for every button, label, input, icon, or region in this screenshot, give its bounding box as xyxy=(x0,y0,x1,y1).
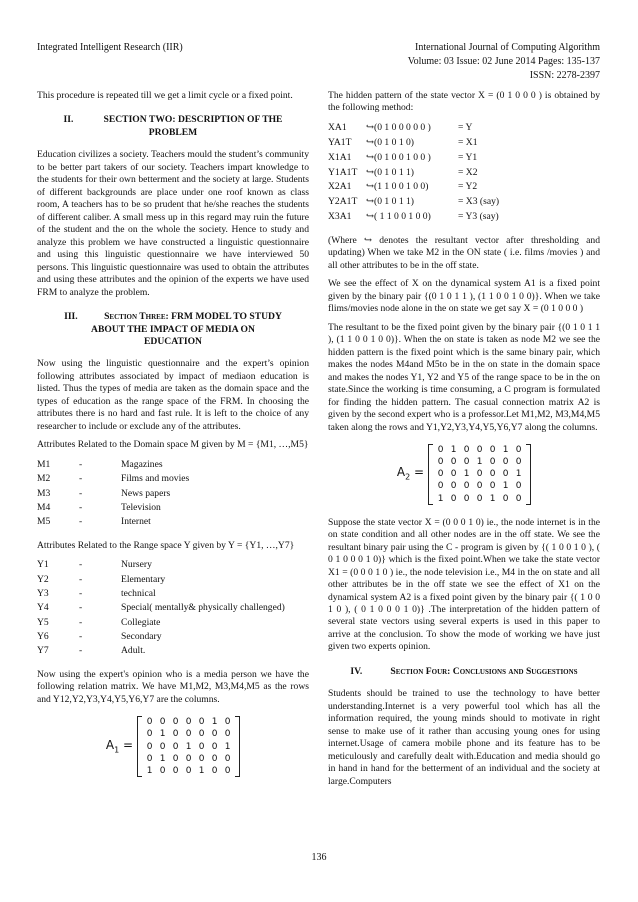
equation-lhs: Y1A1T xyxy=(328,166,358,178)
matrix-row xyxy=(143,741,234,753)
domain-key: M4 xyxy=(37,501,51,513)
matrix-cell: 1 xyxy=(450,444,457,455)
left-column xyxy=(37,90,309,789)
matrix-cell: 0 xyxy=(185,753,192,764)
equation-lhs: X1A1 xyxy=(328,151,352,163)
section-two-title-b: PROBLEM xyxy=(148,126,198,138)
matrix-cell: 0 xyxy=(185,729,192,740)
range-value: technical xyxy=(121,587,156,599)
equation-row xyxy=(328,151,600,166)
domain-value: Magazines xyxy=(121,458,163,470)
right-column xyxy=(328,90,600,794)
journal-volume: Volume: 03 Issue: 02 June 2014 Pages: 135-137 xyxy=(407,56,600,67)
domain-intro: Attributes Related to the Domain space M given by M = {M1, …,M5} xyxy=(37,439,309,451)
section-two-paragraph: Education civilizes a society. Teachers mould the student’s community to be better part takers of our society. Teachers impart knowledge to the students for their own betterment and the society at large. Students of different backgrounds are place under one roof known as class room, A teachers has to be so prudent that he/she reaches the students of different caliber. A small mess up in this regard may ruin the future of the student and the on the whole the society. Hence to study and analyze this problem we have constructed a linguistic questionnaire and using this linguistic questionnaire we have interviewed 50 persons. This linguistic questionnaire was used to obtain the attributes and using these attributes and the opinion of the experts we have used FRM to analyze the problem. xyxy=(37,149,309,298)
matrix-cell: 0 xyxy=(211,765,218,776)
matrix-cell: 0 xyxy=(146,741,153,752)
range-value: Nursery xyxy=(121,559,152,571)
matrix1-intro: Now using the expert's opinion who is a media person we have the following relation matrix. We have M1,M2, M3,M4,M5 as the rows and Y12,Y2,Y3,Y4,Y5,Y6,Y7 are the columns. xyxy=(37,668,309,705)
range-list xyxy=(37,558,309,659)
matrix-cell: 0 xyxy=(198,753,205,764)
equation-result: = Y2 xyxy=(458,181,478,193)
section-three-number: III. xyxy=(64,311,78,323)
domain-row xyxy=(37,472,309,486)
matrix-row xyxy=(434,468,525,480)
matrix-row xyxy=(434,456,525,468)
matrix-cell: 0 xyxy=(146,753,153,764)
matrix-cell: 0 xyxy=(463,493,470,504)
domain-list xyxy=(37,458,309,530)
section-two-number: II. xyxy=(63,114,74,126)
range-value: Special( mentally& physically challenged) xyxy=(121,602,285,614)
matrix-a1-label: $A_1$ = xyxy=(105,737,134,755)
journal-issn: ISSN: 2278-2397 xyxy=(529,70,600,81)
domain-dash: - xyxy=(79,487,83,499)
matrix-row xyxy=(434,480,525,492)
equation-result: = X1 xyxy=(458,136,478,148)
domain-dash: - xyxy=(79,458,83,470)
matrix-row xyxy=(143,728,234,740)
equation-vector: ↪(0 1 0 1 0) xyxy=(366,136,415,148)
matrix-cell: 0 xyxy=(450,469,457,480)
range-row xyxy=(37,630,309,644)
matrix-cell: 1 xyxy=(437,493,444,504)
range-key: Y5 xyxy=(37,616,49,628)
equation-vector: ↪(1 1 0 0 1 0 0) xyxy=(366,181,429,193)
matrix-cell: 0 xyxy=(159,765,166,776)
range-dash: - xyxy=(79,587,83,599)
matrix-cell: 0 xyxy=(172,717,179,728)
domain-dash: - xyxy=(79,516,83,528)
equation-row xyxy=(328,136,600,151)
range-row xyxy=(37,644,309,658)
domain-value: Internet xyxy=(121,516,151,528)
equation-list xyxy=(328,121,600,225)
equation-lhs: YA1T xyxy=(328,136,352,148)
section-three-title-c: EDUCATION xyxy=(144,335,202,347)
equation-result: = Y xyxy=(458,121,473,133)
matrix-cell: 0 xyxy=(146,717,153,728)
range-dash: - xyxy=(79,573,83,585)
matrix-cell: 1 xyxy=(476,457,483,468)
equation-vector: ↪(0 1 0 0 1 0 0 ) xyxy=(366,151,431,163)
matrix-cell: 0 xyxy=(476,481,483,492)
equation-result: = X2 xyxy=(458,166,478,178)
matrix-cell: 0 xyxy=(489,481,496,492)
matrix-cell: 1 xyxy=(211,717,218,728)
range-key: Y7 xyxy=(37,645,49,657)
domain-value: Television xyxy=(121,501,161,513)
effect-paragraph: We see the effect of X on the dynamical system A1 is a fixed point given by the binary pair {(0 1 0 1 1 ), (1 1 0 0 1 0 0)}. When we take flims/movies node alone in the on state we get say X = (0 1 0 0 0 ) xyxy=(328,278,600,315)
range-value: Collegiate xyxy=(121,616,161,628)
matrix-cell: 0 xyxy=(437,469,444,480)
domain-key: M3 xyxy=(37,487,51,499)
matrix-cell: 0 xyxy=(502,457,509,468)
matrix-cell: 1 xyxy=(146,765,153,776)
domain-key: M1 xyxy=(37,458,51,470)
header-left: Integrated Intelligent Research (IIR) xyxy=(37,42,183,53)
range-key: Y6 xyxy=(37,631,49,643)
equation-row xyxy=(328,121,600,136)
where-paragraph: (Where ↪ denotes the resultant vector after thresholding and updating) When we take M2 in the ON state ( i.e. films /movies ) and all other attributes to be in the off state. xyxy=(328,234,600,271)
matrix-cell: 0 xyxy=(502,493,509,504)
matrix-cell: 1 xyxy=(159,753,166,764)
range-value: Adult. xyxy=(121,645,146,657)
domain-dash: - xyxy=(79,473,83,485)
matrix-cell: 0 xyxy=(463,457,470,468)
matrix-cell: 0 xyxy=(146,729,153,740)
matrix-cell: 0 xyxy=(437,457,444,468)
range-key: Y4 xyxy=(37,602,49,614)
matrix-cell: 0 xyxy=(450,481,457,492)
intro-paragraph: This procedure is repeated till we get a limit cycle or a fixed point. xyxy=(37,90,293,101)
equation-vector: ↪( 1 1 0 0 1 0 0) xyxy=(366,211,431,223)
matrix-cell: 0 xyxy=(476,493,483,504)
section-three-title-a: Section Three: FRM MODEL TO STUDY xyxy=(104,311,282,323)
matrix-cell: 0 xyxy=(450,493,457,504)
matrix-cell: 1 xyxy=(224,741,231,752)
domain-value: Films and movies xyxy=(121,473,190,485)
matrix-cell: 0 xyxy=(172,729,179,740)
matrix-a2 xyxy=(328,444,600,505)
matrix-cell: 0 xyxy=(211,729,218,740)
range-intro: Attributes Related to the Range space Y given by Y = {Y1, …,Y7} xyxy=(37,539,295,551)
matrix-row xyxy=(143,765,234,777)
matrix-row xyxy=(143,716,234,728)
range-row xyxy=(37,616,309,630)
section-two-heading xyxy=(37,114,309,139)
domain-row xyxy=(37,515,309,529)
matrix-cell: 0 xyxy=(224,753,231,764)
equation-row xyxy=(328,210,600,225)
range-dash: - xyxy=(79,645,83,657)
matrix-cell: 1 xyxy=(185,741,192,752)
range-dash: - xyxy=(79,616,83,628)
equation-vector: ↪(0 1 0 0 0 0 0 ) xyxy=(366,121,431,133)
matrix-row xyxy=(434,493,525,505)
matrix-cell: 0 xyxy=(159,741,166,752)
range-row xyxy=(37,573,309,587)
matrix-row xyxy=(434,444,525,456)
matrix-cell: 0 xyxy=(476,469,483,480)
matrix-cell: 0 xyxy=(489,457,496,468)
equation-result: = X3 (say) xyxy=(458,196,500,208)
matrix-cell: 1 xyxy=(502,481,509,492)
matrix-cell: 0 xyxy=(515,444,522,455)
equation-vector: ↪(0 1 0 1 1) xyxy=(366,196,415,208)
matrix-cell: 0 xyxy=(450,457,457,468)
domain-value: News papers xyxy=(121,487,171,499)
range-dash: - xyxy=(79,559,83,571)
matrix-cell: 0 xyxy=(198,717,205,728)
section-three-title-b: ABOUT THE IMPACT OF MEDIA ON xyxy=(91,323,255,335)
matrix-cell: 0 xyxy=(224,729,231,740)
matrix-cell: 0 xyxy=(515,493,522,504)
equation-lhs: X3A1 xyxy=(328,211,352,223)
range-dash: - xyxy=(79,602,83,614)
matrix-cell: 0 xyxy=(198,729,205,740)
domain-dash: - xyxy=(79,501,83,513)
journal-name: International Journal of Computing Algorithm xyxy=(415,42,600,53)
matrix-a1 xyxy=(37,716,309,777)
equation-row xyxy=(328,180,600,195)
equation-result: = Y3 (say) xyxy=(458,211,499,223)
matrix-cell: 0 xyxy=(515,457,522,468)
matrix-cell: 0 xyxy=(476,444,483,455)
matrix-cell: 0 xyxy=(489,444,496,455)
range-key: Y3 xyxy=(37,587,49,599)
domain-key: M5 xyxy=(37,516,51,528)
matrix-cell: 0 xyxy=(185,765,192,776)
matrix-cell: 0 xyxy=(172,765,179,776)
equation-lhs: Y2A1T xyxy=(328,196,358,208)
result-paragraph: The resultant to be the fixed point given by the binary pair {(0 1 0 1 1 ), (1 1 0 0 1 0 0)}. When the on state is taken as node M2 we see the hidden pattern is the fixed point which is the same binary pair, which makes the nodes M4and M5to be in the on state in the domain space and makes the nodes Y1, Y2 and Y5 of the range space to be in the on state.Since the working is time consuming, a C program is formulated for finding the hidden pattern. The casual connection matrix A2 is given by the second expert who is a professor.Let M1,M2, M3,M4,M5 taken along the rows and Y1,Y2,Y3,Y4,Y5,Y6,Y7 along the columns. xyxy=(328,321,600,433)
matrix-cell: 0 xyxy=(463,444,470,455)
matrix-cell: 0 xyxy=(224,765,231,776)
section-three-paragraph: Now using the linguistic questionnaire and the expert’s opinion following attributes associated by impact of mediaon education is listed. Thus the types of media are taken as the domain space and the types of education as the range space of the FRM. In choosing the attributes there is no hard and fast rule. It is left to the choice of any researcher to include or exclude any of the attributes. xyxy=(37,358,309,432)
matrix-cell: 1 xyxy=(502,444,509,455)
range-value: Secondary xyxy=(121,631,162,643)
domain-row xyxy=(37,487,309,501)
range-value: Elementary xyxy=(121,573,166,585)
matrix-cell: 0 xyxy=(489,469,496,480)
range-row xyxy=(37,601,309,615)
matrix-cell: 1 xyxy=(489,493,496,504)
page-number: 136 xyxy=(311,852,327,863)
range-key: Y2 xyxy=(37,573,49,585)
matrix-a2-body xyxy=(428,444,531,505)
matrix-cell: 0 xyxy=(502,469,509,480)
matrix-cell: 1 xyxy=(515,469,522,480)
suppose-paragraph: Suppose the state vector X = (0 0 0 1 0) ie., the node internet is in the on state condition and all other nodes are in the off state. We see the resultant binary pair using the C - program is given by {( 1 0 0 1 0 ), ( 0 1 0 0 0 1 0)} which is the fixed point.When we take the state vector X1 = (0 0 0 1 0 ) ie., the node television i.e., M4 in the on state and all other attributes be in the off state we see the effect of X1 on the dynamical system A2 is a fixed point given by the binary pair {( 1 0 0 1 0 ), ( 0 1 0 0 0 1 0)} .The interpretation of the hidden pattern of several state vectors using several experts is used in this paper to arrive at the conclusion. To show the mode of working we have just given two experts opinion. xyxy=(328,516,600,653)
matrix-cell: 1 xyxy=(159,729,166,740)
matrix-cell: 0 xyxy=(224,717,231,728)
domain-key: M2 xyxy=(37,473,51,485)
range-dash: - xyxy=(79,631,83,643)
matrix-cell: 1 xyxy=(463,469,470,480)
domain-row xyxy=(37,458,309,472)
section-two-title-a: SECTION TWO: DESCRIPTION OF THE xyxy=(103,114,283,126)
matrix-a1-body xyxy=(137,716,240,777)
matrix-cell: 0 xyxy=(172,741,179,752)
matrix-cell: 0 xyxy=(172,753,179,764)
range-row xyxy=(37,558,309,572)
matrix-a2-label: $A_2$ = xyxy=(396,465,425,482)
matrix-cell: 0 xyxy=(211,753,218,764)
matrix-cell: 0 xyxy=(159,717,166,728)
section-four-paragraph: Students should be trained to use the technology to have better understanding.Internet is a very powerful tool which has all the information required, the young minds should to motivate in right sense to make use of it rather than accusing young ones for using internet.Usage of camera mobile phone and its feature has to be meticulously and carefully dealt with.Education and media should go in hand in hand for the betterment of an individual and the society at large.Computers xyxy=(328,688,600,787)
section-four-heading xyxy=(328,666,600,678)
equation-vector: ↪(0 1 0 1 1) xyxy=(366,166,415,178)
matrix-cell: 0 xyxy=(515,481,522,492)
equation-row xyxy=(328,166,600,181)
matrix-cell: 0 xyxy=(211,741,218,752)
matrix-cell: 0 xyxy=(437,444,444,455)
section-four-title: Section Four: Conclusions and Suggestions xyxy=(390,665,578,677)
matrix-cell: 0 xyxy=(463,481,470,492)
domain-row xyxy=(37,501,309,515)
hidden-pattern-intro: The hidden pattern of the state vector X = (0 1 0 0 0 ) is obtained by the following method: xyxy=(328,90,600,114)
matrix-cell: 1 xyxy=(198,765,205,776)
equation-result: = Y1 xyxy=(458,151,478,163)
section-three-heading xyxy=(37,311,309,348)
equation-lhs: X2A1 xyxy=(328,181,352,193)
matrix-cell: 0 xyxy=(437,481,444,492)
equation-lhs: XA1 xyxy=(328,121,347,133)
matrix-row xyxy=(143,753,234,765)
section-four-number: IV. xyxy=(350,665,363,677)
header-right xyxy=(408,41,600,83)
range-row xyxy=(37,587,309,601)
equation-row xyxy=(328,195,600,210)
range-key: Y1 xyxy=(37,559,49,571)
matrix-cell: 0 xyxy=(198,741,205,752)
matrix-cell: 0 xyxy=(185,717,192,728)
